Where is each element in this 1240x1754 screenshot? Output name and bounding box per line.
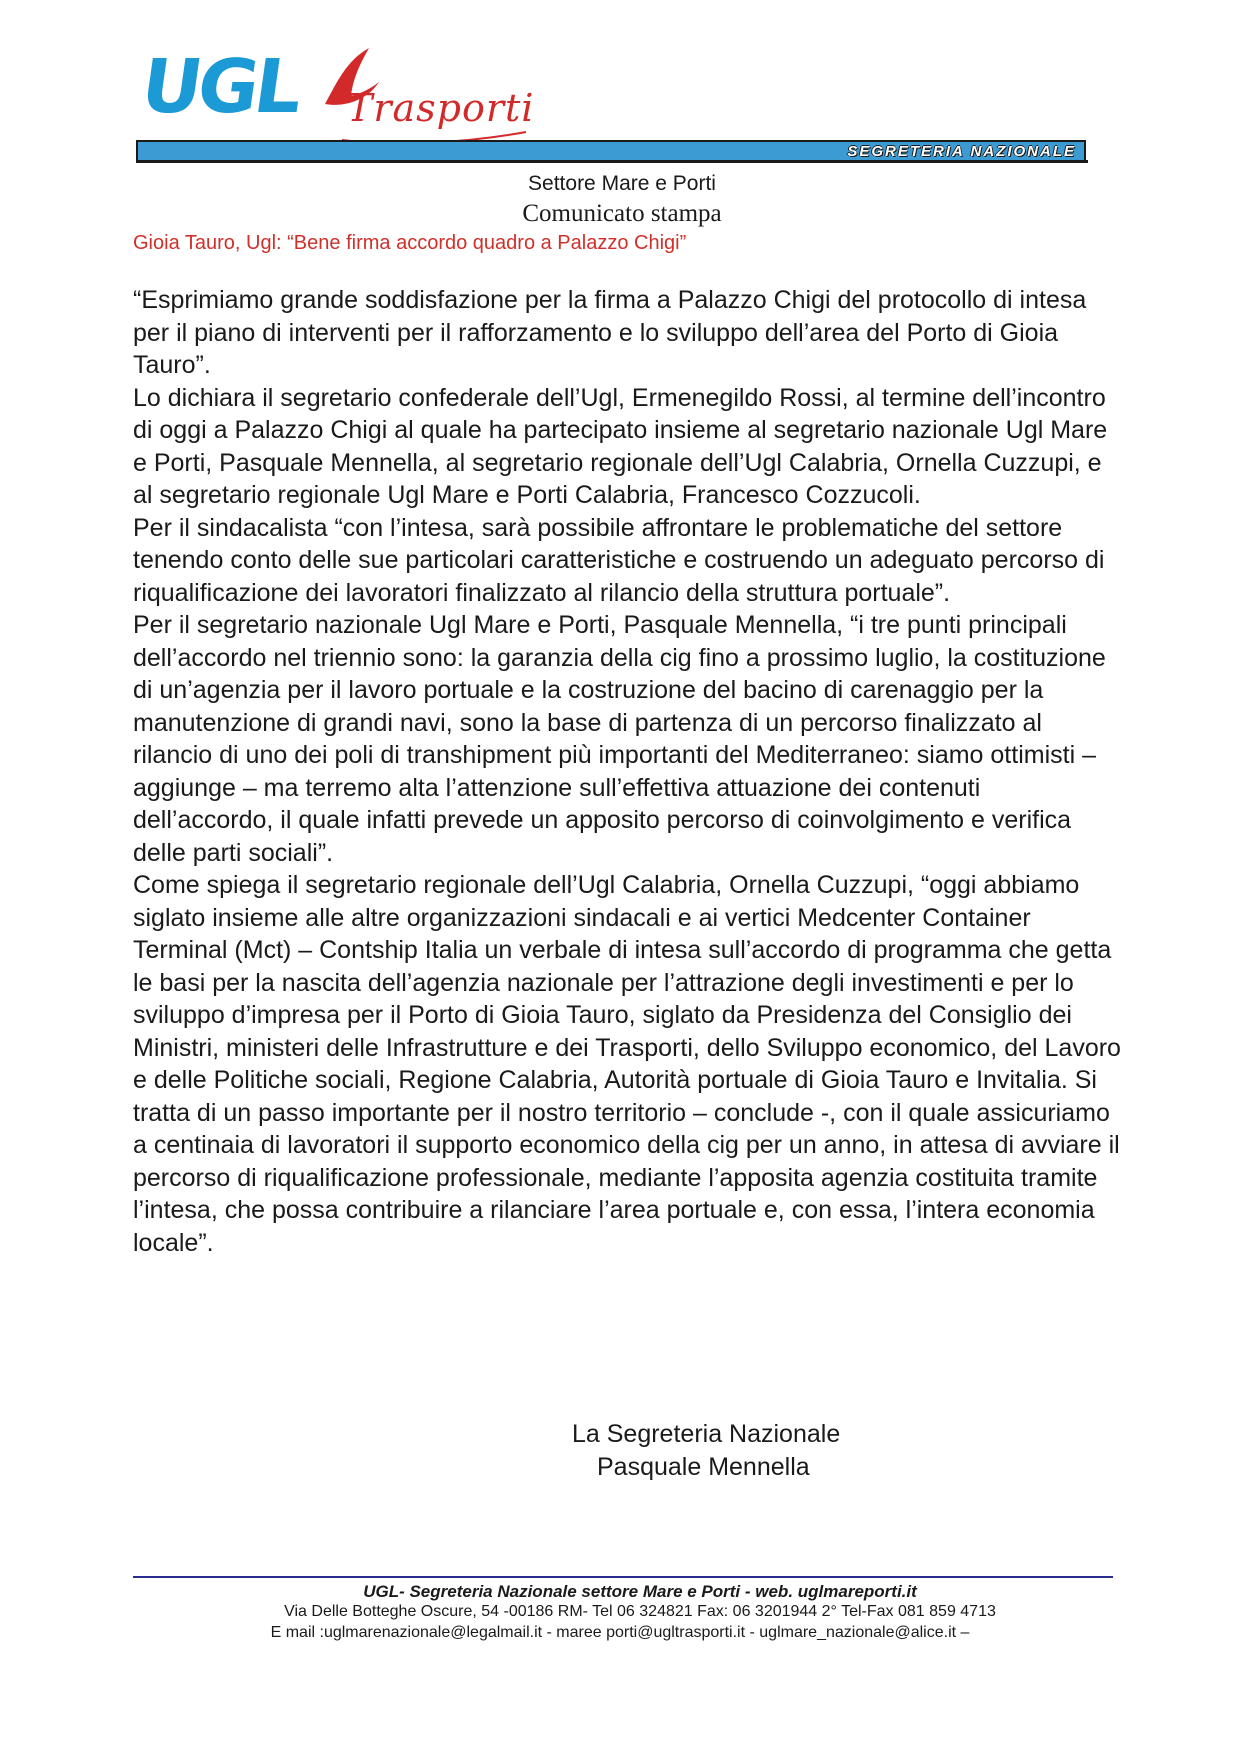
body-paragraph: Per il segretario nazionale Ugl Mare e Porti, Pasquale Mennella, “i tre punti principali dell’accordo nel triennio sono: la garanzia della cig fino a prossimo luglio, la costituzione di un’agenzia per il lavoro portuale e la costruzione del bacino di carenaggio per la manutenzione di grandi navi, sono la base di partenza di un percorso finalizzato al rilancio di uno dei poli di transhipment più importanti del Mediterraneo: siamo ottimisti – aggiunge – ma terremo alta l’attenzione sull’effettiva attuazione dei contenuti dell’accordo, il quale infatti prevede un apposito percorso di coinvolgimento e verifica delle parti sociali”. — [133, 611, 1106, 867]
footer-address: Via Delle Botteghe Oscure, 54 -00186 RM- Tel 06 324821 Fax: 06 3201944 2° Tel-Fax 081 859 4713 — [284, 1603, 996, 1620]
footer-emails: E mail :uglmarenazionale@legalmail.it - maree porti@ugltrasporti.it - uglmare_nazionale@alice.it – — [270, 1624, 970, 1641]
press-headline: Gioia Tauro, Ugl: “Bene firma accordo quadro a Palazzo Chigi” — [133, 232, 687, 254]
document-type: Comunicato stampa — [522, 200, 722, 227]
ugl-trasporti-logo — [135, 44, 562, 144]
body-paragraph: Per il sindacalista “con l’intesa, sarà possibile affrontare le problematiche del settore tenendo conto delle sue particolari caratteristiche e costruendo un adeguato percorso di riqualificazione dei lavoratori finalizzato al rilancio della struttura portuale”. — [133, 513, 1105, 607]
signature-name: Pasquale Mennella — [597, 1453, 810, 1481]
body-paragraph: Come spiega il segretario regionale dell’Ugl Calabria, Ornella Cuzzupi, “oggi abbiamo siglato insieme alle altre organizzazioni sindacali e ai vertici Medcenter Container Terminal (Mct) – Contship Italia un verbale di intesa sull’accordo di programma che getta le basi per la nascita dell’agenzia nazionale per l’attrazione degli investimenti e per lo sviluppo d’impresa per il Porto di Gioia Tauro, siglato da Presidenza del Consiglio dei Ministri, ministeri delle Infrastrutture e dei Trasporti, dello Sviluppo economico, del Lavoro e delle Politiche sociali, Regione Calabria, Autorità portuale di Gioia Tauro e Invitalia. Si tratta di un passo importante per il nostro territorio – conclude -, con il quale assicuriamo a centinaia di lavoratori il supporto economico della cig per un anno, in attesa di avviare il percorso di riqualificazione professionale, mediante l’apposita agenzia costituita tramite l’intesa, che possa contribuire a rilanciare l’area portuale e, con essa, l’intera economia locale”. — [133, 871, 1121, 1257]
footer-organization: UGL- Segreteria Nazionale settore Mare e Porti - web. uglmareporti.it — [363, 1582, 917, 1601]
press-release-body — [133, 284, 1123, 1259]
logo-trasporti-text: Trasporti — [347, 86, 535, 130]
segreteria-label: SEGRETERIA NAZIONALE — [847, 143, 1076, 160]
sector-title: Settore Mare e Porti — [528, 172, 716, 195]
signature-office: La Segreteria Nazionale — [572, 1420, 841, 1448]
logo-ugl-text: UGL — [135, 44, 305, 130]
segreteria-banner — [136, 140, 1086, 162]
footer-divider — [133, 1576, 1113, 1578]
body-paragraph: “Esprimiamo grande soddisfazione per la firma a Palazzo Chigi del protocollo di intesa per il piano di interventi per il rafforzamento e lo sviluppo dell’area del Porto di Gioia Tauro”. — [133, 286, 1087, 379]
banner-shadow — [136, 160, 1088, 163]
body-paragraph: Lo dichiara il segretario confederale dell’Ugl, Ermenegildo Rossi, al termine dell’incontro di oggi a Palazzo Chigi al quale ha partecipato insieme al segretario nazionale Ugl Mare e Porti, Pasquale Mennella, al segretario regionale dell’Ugl Calabria, Ornella Cuzzupi, e al segretario regionale Ugl Mare e Porti Calabria, Francesco Cozzucoli. — [133, 383, 1108, 509]
